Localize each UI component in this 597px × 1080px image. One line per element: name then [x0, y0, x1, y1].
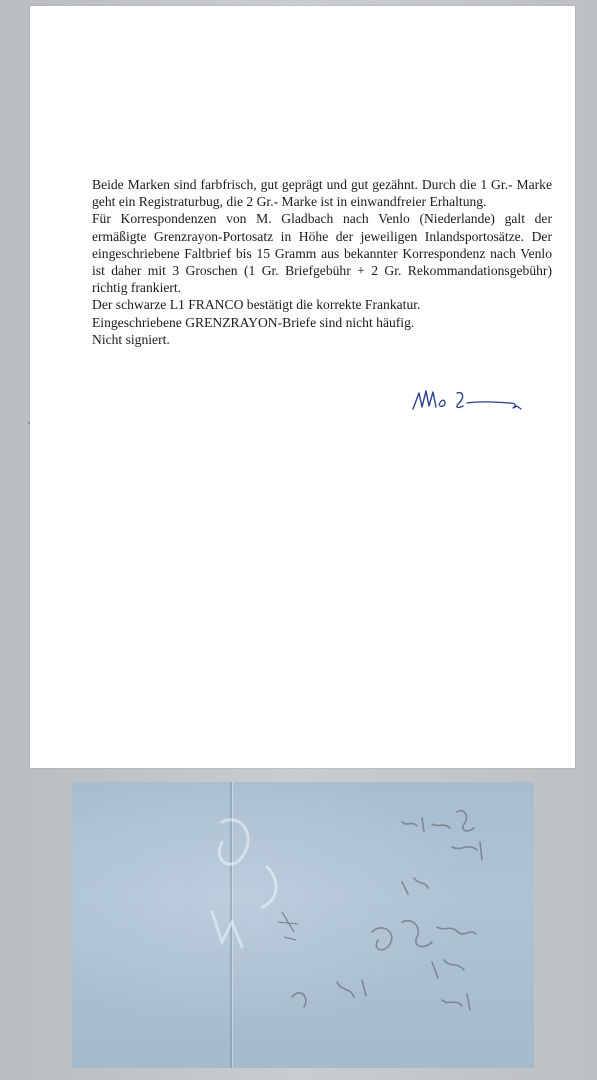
certificate-text	[92, 176, 552, 348]
certificate-page	[30, 6, 575, 768]
cover-letter-image	[72, 782, 534, 1068]
paragraph-franco: Der schwarze L1 FRANCO bestätigt die korrekte Frankatur.	[92, 297, 421, 313]
cover-handwriting	[72, 782, 534, 1068]
paragraph-rarity: Eingeschriebene GRENZRAYON-Briefe sind nicht häufig.	[92, 314, 415, 330]
signature-image	[405, 381, 535, 417]
paragraph-condition: Beide Marken sind farbfrisch, gut geprägt und gut gezähnt. Durch die 1 Gr.- Marke geht ein Registraturbug, die 2 Gr.- Marke ist in einwandfreier Erhaltung.	[92, 177, 552, 210]
paragraph-signed: Nicht signiert.	[92, 331, 170, 347]
speck-mark	[28, 422, 30, 424]
paragraph-postage: Für Korrespondenzen von M. Gladbach nach Venlo (Niederlande) galt der ermäßigte Grenzrayon-Portosatz in Höhe der jeweiligen Inlandsportosätze. Der eingeschriebene Faltbrief bis 15 Gramm aus bekannter Korrespondenz nach Venlo ist daher mit 3 Groschen (1 Gr. Briefgebühr + 2 Gr. Rekommandationsgebühr) richtig frankiert.	[92, 211, 552, 296]
